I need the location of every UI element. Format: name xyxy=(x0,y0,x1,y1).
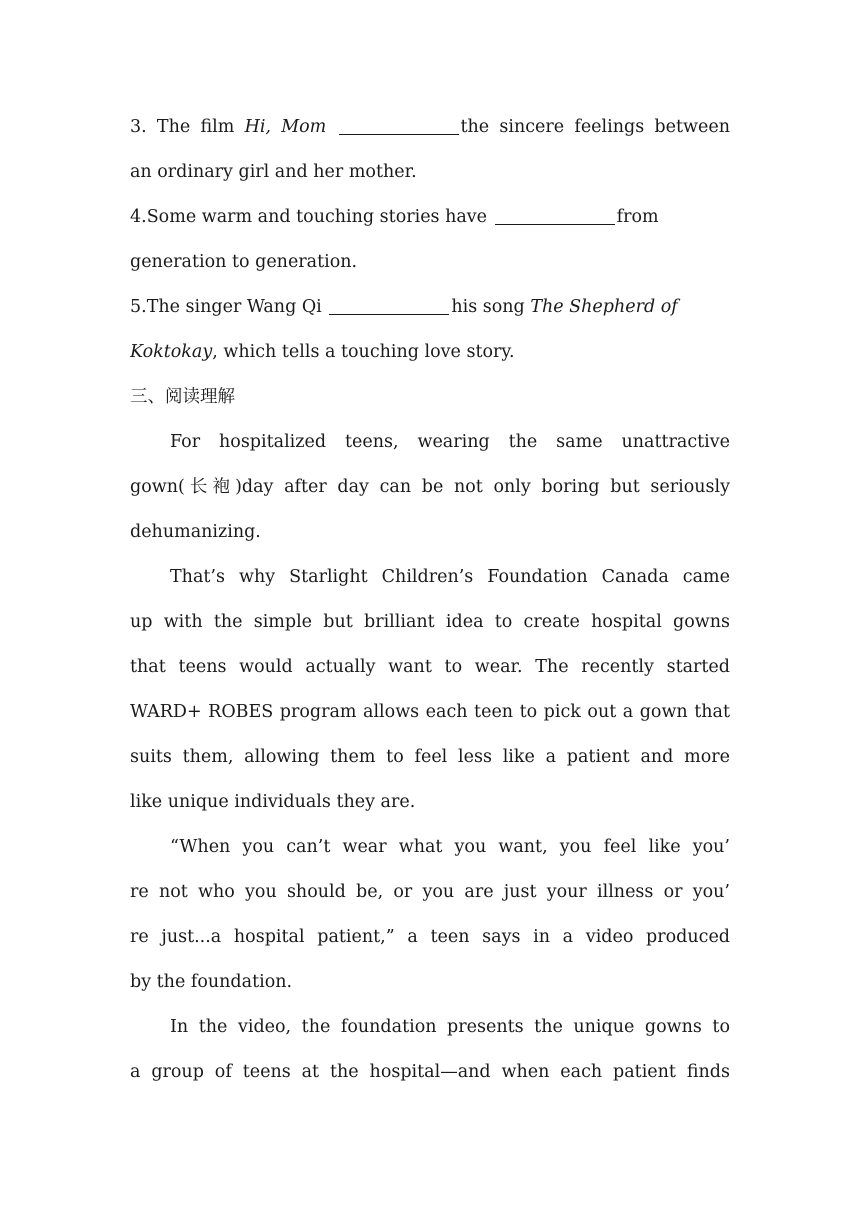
exercise-5-text-b: his song xyxy=(451,297,531,317)
document-page xyxy=(130,105,730,1095)
exercise-5-text-c: , which tells a touching love story. xyxy=(212,342,515,362)
exercise-5-text-a: 5.The singer Wang Qi xyxy=(130,297,328,317)
exercise-4-text-a: 4.Some warm and touching stories have xyxy=(130,207,493,227)
exercise-3-line-2: an ordinary girl and her mother. xyxy=(130,162,417,182)
exercise-5-song-title-b: Koktokay xyxy=(130,342,213,362)
passage-p3-line: re just...a hospital patient,” a teen says in a video produced xyxy=(130,927,730,947)
passage-p3-line: by the foundation. xyxy=(130,972,293,992)
passage-p1-line: gown(长袍)day after day can be not only boring but seriously xyxy=(130,477,730,497)
exercise-4-line-1 xyxy=(130,195,730,240)
exercise-3-text-a: 3. The film xyxy=(130,117,245,137)
passage-p2-line: That’s why Starlight Children’s Foundation Canada came xyxy=(170,567,730,587)
passage-p2-line: up with the simple but brilliant idea to create hospital gowns xyxy=(130,612,730,632)
exercise-5-line-2 xyxy=(130,330,730,375)
exercise-5-blank[interactable] xyxy=(329,297,449,316)
passage-p2-line: WARD+ ROBES program allows each teen to pick out a gown that xyxy=(130,702,730,722)
exercise-3-blank[interactable] xyxy=(339,117,459,136)
passage-p3-line: “When you can’t wear what you want, you feel like you’ xyxy=(170,837,730,857)
exercise-4-text-b: from xyxy=(616,207,659,227)
exercise-4-blank[interactable] xyxy=(495,207,615,226)
exercise-5-line-1 xyxy=(130,285,730,330)
passage-p1-line: dehumanizing. xyxy=(130,522,261,542)
passage-p2-line: that teens would actually want to wear. The recently started xyxy=(130,657,730,677)
exercise-4-line-2: generation to generation. xyxy=(130,252,358,272)
exercise-3-text-b: the sincere feelings between xyxy=(460,117,730,137)
passage-p2-line: like unique individuals they are. xyxy=(130,792,416,812)
exercise-3-line-1 xyxy=(130,105,730,150)
exercise-5-song-title-a: The Shepherd of xyxy=(530,297,678,317)
passage-p2-line: suits them, allowing them to feel less like a patient and more xyxy=(130,747,730,767)
passage-p4-line: a group of teens at the hospital—and when each patient finds xyxy=(130,1062,730,1082)
passage-p1-line: For hospitalized teens, wearing the same unattractive xyxy=(170,432,730,452)
passage-p3-line: re not who you should be, or you are just your illness or you’ xyxy=(130,882,730,902)
passage-p4-line: In the video, the foundation presents the unique gowns to xyxy=(170,1017,730,1037)
section-heading: 三、阅读理解 xyxy=(130,387,235,407)
exercise-3-film-title: Hi, Mom xyxy=(244,117,327,137)
